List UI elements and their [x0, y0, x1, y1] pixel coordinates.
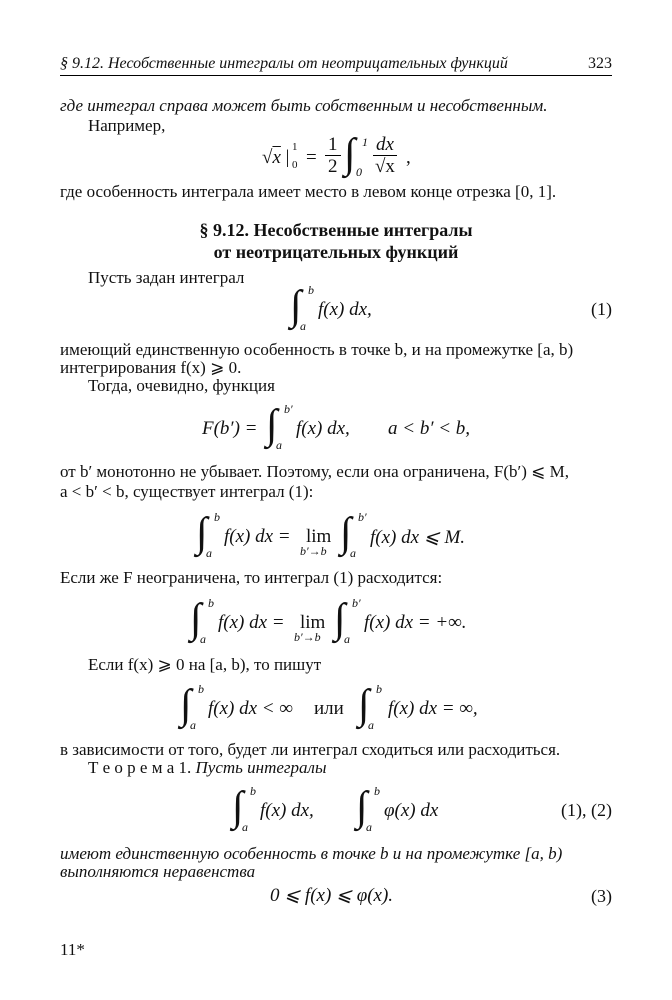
- running-title: § 9.12. Несобственные интегралы от неотрицательных функций: [60, 55, 508, 72]
- signature-mark: 11*: [60, 940, 85, 959]
- paragraph-line: от b′ монотонно не убывает. Поэтому, если она ограничена, F(b′) ⩽ M,: [60, 462, 570, 481]
- section-subtitle: от неотрицательных функций: [213, 242, 459, 262]
- paragraph-line: Если f(x) ⩾ 0 на [a, b), то пишут: [88, 655, 322, 674]
- paragraph-line: где интеграл справа может быть собственным и несобственным.: [60, 96, 548, 115]
- equation-limit-divergent: ∫ b a f(x) dx = lim b′→b ∫ b′ a f(x) dx = +∞.: [190, 596, 467, 646]
- upper-limit: 1: [362, 135, 368, 149]
- section-title: § 9.12. Несобственные интегралы: [199, 220, 473, 240]
- equation-F: F(b′) = ∫ b′ a f(x) dx, a < b′ < b,: [202, 402, 471, 452]
- frac-denominator: 2: [328, 156, 338, 177]
- paragraph-line: интегрирования f(x) ⩾ 0.: [60, 358, 242, 377]
- paragraph-line: где особенность интеграла имеет место в левом конце отрезка [0, 1].: [60, 182, 557, 201]
- running-header: [60, 55, 612, 73]
- theorem-label: Т е о р е м а 1.: [88, 758, 192, 777]
- equation-3: 0 ⩽ f(x) ⩽ φ(x).: [270, 885, 394, 906]
- equation-number: (1), (2): [561, 800, 612, 820]
- header-rule: [60, 75, 612, 76]
- paragraph-line: Например,: [88, 116, 166, 135]
- equation-or: ∫ b a f(x) dx < ∞ или ∫ b a f(x) dx = ∞,: [180, 682, 478, 732]
- equation-number: (1): [591, 299, 612, 319]
- book-page: § 9.12. Несобственные интегралы от неотрицательных функций 323 где интеграл справа может быть собственным и несобственным. Например, √x | 1 0 = $\frac{1}{2}$ ∫ 1 0 $\frac{dx}{√x}$ , где особенность интеграла имеет место в левом конце отрезка [0, 1]. § 9.12. Несобственные интегралы от неотрицательных функций Пусть задан интеграл ∫ b a f(x) dx, (1) имеющий единственную особенность в точке b, и на промежутке [a, b) интегрирования f(x) ⩾ 0. Тогда, очевидно, функция F(b′) = ∫ b′ a f(x) dx, a < b′ < b, от b′ монотонно не убывает. Поэтому, если она ограничена, F(b′) ⩽ M, a < b′ < b, существует интеграл (1): ∫ b a f(x) dx = lim b′→b ∫ b′ a f(x) dx ⩽ M. Если же F неограничена, то интеграл (1) расходится: ∫ b a f(x) dx = lim b′→b ∫ b′ a f(x) dx = +∞. Если f(x) ⩾ 0 на [a, b), то пишут ∫ b a f(x) dx < ∞ или ∫ b a f(x) dx = ∞, в зависимости от того, будет ли интеграл сходиться или расходиться. Т е о р е м а 1. Пусть интегралы ∫ b a f(x) dx, ∫ b a φ(x) dx (1), (2) имеют единственную особенность в точке b и на промежутке [a, b) выполняются неравенства 0 ⩽ f(x) ⩽ φ(x). (3) 11*: [60, 55, 612, 959]
- lower-limit: 0: [356, 165, 362, 179]
- paragraph-line: Пусть задан интеграл: [88, 268, 245, 287]
- page-number: 323: [588, 55, 612, 72]
- paragraph-line: выполняются неравенства: [60, 862, 256, 881]
- frac-numerator: 1: [325, 135, 341, 156]
- theorem-heading: [88, 758, 326, 778]
- theorem-text: Пусть интегралы: [195, 758, 327, 777]
- equation-1: ∫ b a f(x) dx,: [290, 283, 372, 333]
- paragraph-line: a < b′ < b, существует интеграл (1):: [60, 482, 314, 501]
- frac-numerator: dx: [373, 135, 397, 156]
- paragraph-line: имеют единственную особенность в точке b и на промежутке [a, b): [60, 844, 563, 863]
- equation-limit-bounded: ∫ b a f(x) dx = lim b′→b ∫ b′ a f(x) dx ⩽ M.: [196, 510, 466, 560]
- paragraph-line: Тогда, очевидно, функция: [88, 376, 275, 395]
- frac-denominator: √x: [375, 156, 395, 177]
- equation-1-2: ∫ b a f(x) dx, ∫ b a φ(x) dx: [232, 784, 439, 834]
- paragraph-line: имеющий единственную особенность в точке b, и на промежутке [a, b): [60, 340, 574, 359]
- paragraph-line: Если же F неограничена, то интеграл (1) расходится:: [60, 568, 443, 587]
- paragraph-line: в зависимости от того, будет ли интеграл сходиться или расходиться.: [60, 740, 561, 759]
- equation-number: (3): [591, 886, 612, 906]
